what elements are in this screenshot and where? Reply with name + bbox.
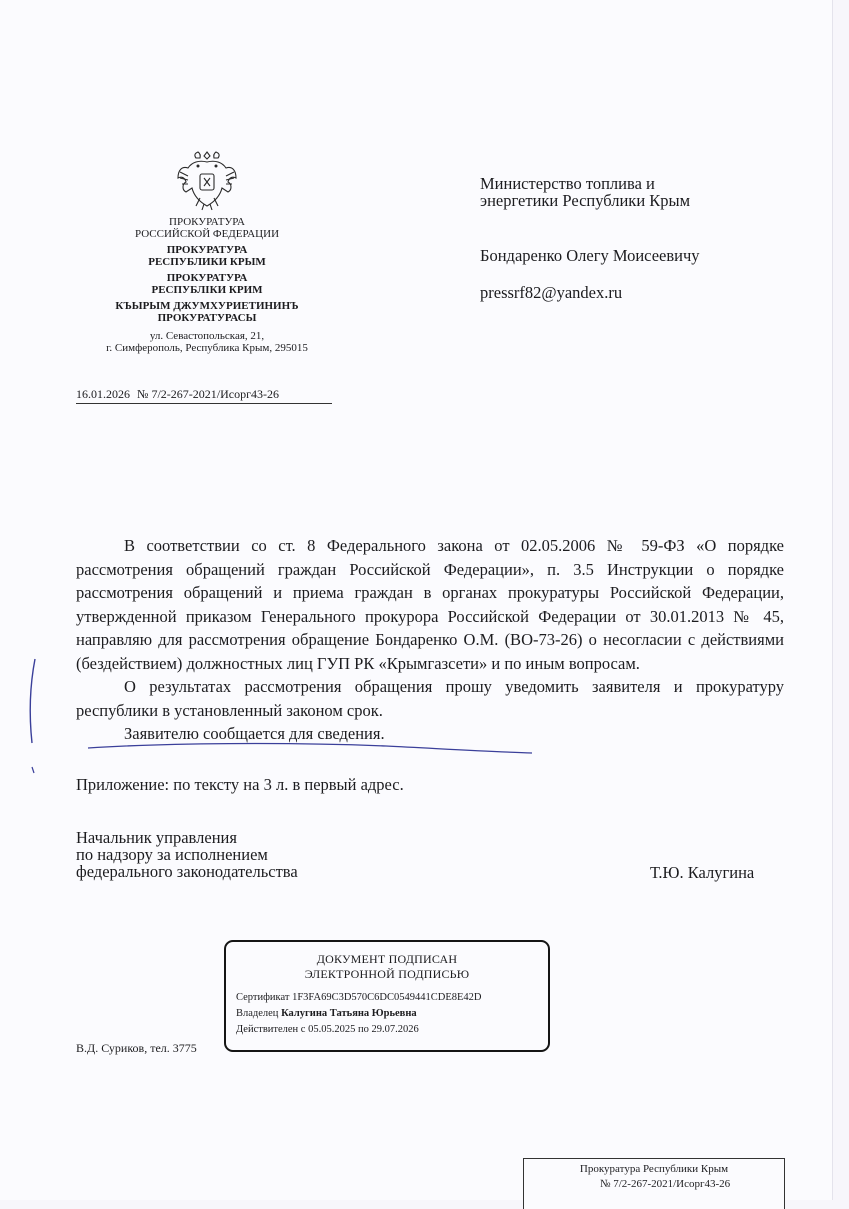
prosecutor-header (84, 216, 330, 354)
recipient-block (480, 175, 800, 301)
esign-cert-value: 1F3FA69C3D570C6DC0549441CDE8E42D (292, 992, 482, 1003)
esign-certificate-row (236, 990, 548, 1006)
ct-name-line1: КЪЫРЫМ ДЖУМХУРИЕТИНИНЪ (115, 300, 299, 312)
esign-owner-label: Владелец (236, 1008, 279, 1019)
esign-valid-to-label: по (357, 1024, 369, 1035)
esign-valid-from: 05.05.2025 (308, 1024, 356, 1035)
signer-title-line1: Начальник управления (76, 828, 237, 847)
body-paragraph-3: Заявителю сообщается для сведения. (124, 724, 385, 743)
esign-valid-label: Действителен с (236, 1024, 306, 1035)
stamp-line2: № 7/2-267-2021/Исорг43-26 (600, 1178, 731, 1190)
body-paragraph-2: О результатах рассмотрения обращения прошу уведомить заявителя и прокуратуру республики в установленный законом срок. (76, 677, 784, 720)
recipient-person: Бондаренко Олегу Моисеевичу (480, 246, 700, 265)
esign-valid-to: 29.07.2026 (371, 1024, 419, 1035)
signer-title-line2: по надзору за исполнением (76, 845, 268, 864)
registration-line (76, 387, 332, 404)
address-line1: ул. Севастопольская, 21, (149, 330, 265, 342)
attachment-note: Приложение: по тексту на 3 л. в первый адрес. (76, 775, 404, 794)
ct-name-line2: ПРОКУРАТУРАСЫ (157, 312, 257, 324)
ru-name-line1: ПРОКУРАТУРА (166, 244, 248, 256)
esign-title (226, 952, 548, 982)
signer-name: Т.Ю. Калугина (650, 863, 755, 882)
signer-title (76, 829, 396, 880)
esign-title-line1: ДОКУМЕНТ ПОДПИСАН (316, 952, 458, 966)
incoming-registration-stamp (523, 1158, 785, 1209)
esign-owner-row (236, 1006, 548, 1022)
coat-of-arms-emblem (174, 148, 240, 212)
body-paragraph-1: В соответствии со ст. 8 Федерального закона от 02.05.2006 № 59-ФЗ «О порядке рассмотрения обращений граждан Российской Федерации», п. 3.5 Инструкции о порядке рассмотрения обращений и приема граждан в органах прокуратуры Российской Федерации, утвержденной приказом Генерального прокурора Российской Федерации от 30.01.2013 № 45, направляю для рассмотрения обращение Бондаренко О.М. (ВО-73-26) о несогласии с действиями (бездействием) должностных лиц ГУП РК «Крымгазсети» и по иным вопросам. (76, 536, 784, 673)
esign-validity-row (236, 1022, 548, 1038)
registration-date: 16.01.2026 (76, 387, 130, 401)
ua-name-line1: ПРОКУРАТУРА (166, 272, 248, 284)
org-name-line2: РОССИЙСКОЙ ФЕДЕРАЦИИ (134, 228, 280, 240)
letter-body (76, 534, 784, 746)
esign-owner-value: Калугина Татьяна Юрьевна (281, 1008, 417, 1019)
signer-title-line3: федерального законодательства (76, 862, 298, 881)
org-name-line1: ПРОКУРАТУРА (169, 216, 245, 228)
ua-name-line2: РЕСПУБЛIКИ КРИМ (151, 284, 263, 296)
electronic-signature-stamp (224, 940, 550, 1052)
registration-number: № 7/2-267-2021/Исорг43-26 (137, 387, 280, 401)
esign-cert-label: Сертификат (236, 992, 290, 1003)
recipient-email[interactable]: pressrf82@yandex.ru (480, 283, 623, 302)
esign-title-line2: ЭЛЕКТРОННОЙ ПОДПИСЬЮ (304, 967, 470, 981)
address-line2: г. Симферополь, Республика Крым, 295015 (106, 342, 308, 354)
stamp-line1: Прокуратура Республики Крым (579, 1163, 729, 1175)
recipient-org-line1: Министерство топлива и (480, 174, 655, 193)
recipient-org-line2: энергетики Республики Крым (480, 191, 691, 210)
ru-name-line2: РЕСПУБЛИКИ КРЫМ (148, 256, 266, 268)
executor-contact: В.Д. Суриков, тел. 3775 (76, 1041, 197, 1055)
